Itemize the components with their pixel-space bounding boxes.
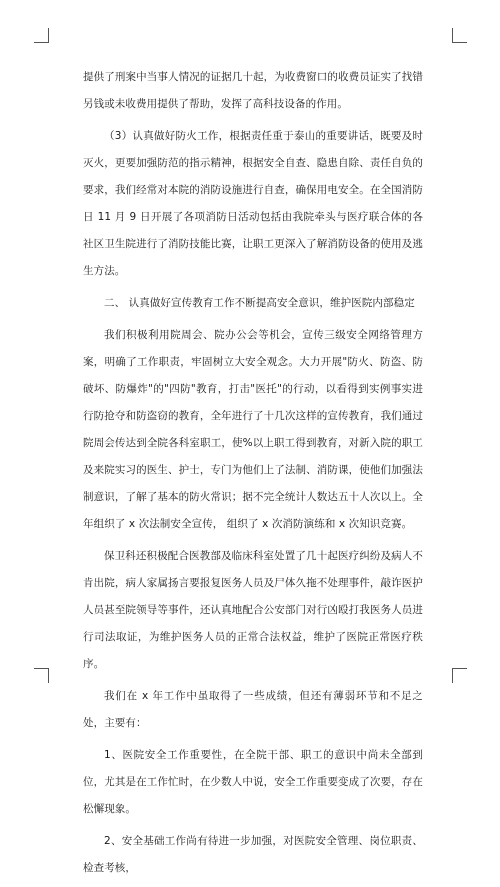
paragraph-shortcoming-2: 2、安全基础工作尚有待进一步加强，对医院安全管理、岗位职责、检查考核， <box>83 835 423 874</box>
paragraph-continuation: 提供了刑案中当事人情况的证据几十起，为收费窗口的收费员证实了找错另钱或未收费用提供了帮助，发挥了高科技设备的作用。 <box>83 71 423 110</box>
paragraph-fire-safety: （3）认真做好防火工作，根据责任重于泰山的重要讲话，既要及时灭火，更要加强防范的指示精神，根据安全自查、隐患自除、责任自负的要求，我们经常对本院的消防设施进行自查，确保用电安全。在全国消防日 11 月 9 日开展了各项消防日活动包括由我院牵头与医疗联合体的各社区卫生院进行了消防技能比赛，让职工更深入了解消防设备的使用及逃生方法。 <box>83 130 423 277</box>
document-page <box>83 64 423 887</box>
crop-mark-bottom-left <box>34 668 49 683</box>
crop-mark-bottom-right <box>452 668 467 683</box>
crop-mark-top-left <box>34 28 49 43</box>
paragraph-security-cooperation: 保卫科还积极配合医教部及临床科室处置了几十起医疗纠纷及病人不肯出院，病人家属扬言要报复医务人员及尸体久拖不处理事件，敲诈医护人员甚至院领导等事件，还认真地配合公安部门对行凶殴打我医务人员进行司法取证，为维护医务人员的正常合法权益，维护了医院正常医疗秩序。 <box>83 550 423 670</box>
paragraph-shortcomings-intro: 我们在 x 年工作中虽取得了一些成绩，但还有薄弱环节和不足之处，主要有： <box>83 690 423 729</box>
section-heading-publicity-education: 二、 认真做好宣传教育工作不断提高安全意识，维护医院内部稳定 <box>104 297 415 309</box>
paragraph-publicity: 我们积极利用院周会、院办公会等机会，宣传三级安全网络管理方案，明确了工作职责，牢固树立大安全观念。大力开展"防火、防盗、防破坏、防爆炸"的"四防"教育，打击"医托"的行动，以看得到实例事实进行防抢夺和防盗窃的教育，全年进行了十几次这样的宣传教育，我们通过院周会传达到全院各科室职工，使%以上职工得到教育，对新入院的职工及来院实习的医生、护士，专门为他们上了法制、消防课，使他们加强法制意识，了解了基本的防火常识；据不完全统计人数达五十人次以上。全年组织了 x 次法制安全宣传， 组织了 x 次消防演练和 x 次知识竞赛。 <box>83 329 423 530</box>
crop-mark-top-right <box>452 28 467 43</box>
paragraph-shortcoming-1: 1、医院安全工作重要性，在全院干部、职工的意识中尚未全部到位，尤其是在工作忙时，在少数人中说，安全工作重要变成了次要，存在松懈现象。 <box>83 749 423 815</box>
